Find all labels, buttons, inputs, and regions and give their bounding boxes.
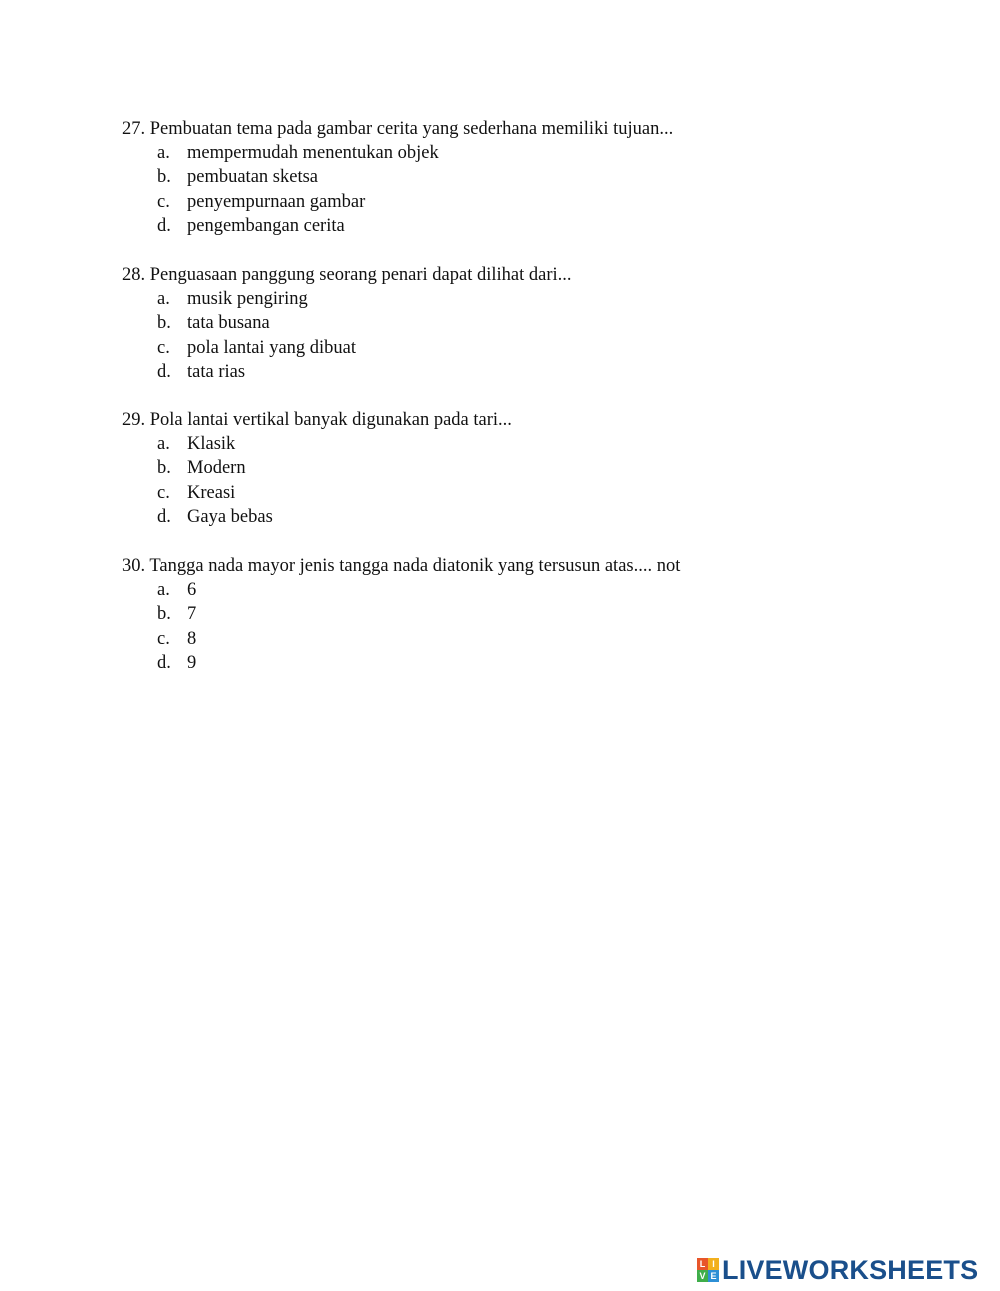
question-text	[122, 263, 982, 287]
option-letter: c.	[157, 191, 170, 212]
option-letter: d.	[157, 216, 171, 237]
option-text: 6	[187, 580, 197, 600]
answer-option-d[interactable]	[122, 651, 982, 675]
option-text: Modern	[187, 458, 246, 479]
option-letter: b.	[157, 313, 171, 334]
question-number: 28.	[122, 265, 146, 285]
liveworksheets-logo[interactable]	[697, 1256, 978, 1284]
option-letter: d.	[157, 653, 171, 674]
option-text: pembuatan sketsa	[187, 167, 318, 188]
question-text	[122, 408, 982, 432]
logo-text: LIVEWORKSHEETS	[722, 1255, 979, 1285]
question-text	[122, 117, 982, 141]
logo-mark-v: V	[697, 1270, 708, 1282]
option-letter: d.	[157, 362, 171, 383]
answer-option-a[interactable]	[122, 432, 982, 456]
option-text: Gaya bebas	[187, 507, 273, 528]
option-text: 8	[187, 628, 197, 649]
answer-option-c[interactable]	[122, 336, 982, 360]
answer-option-c[interactable]	[122, 190, 982, 214]
option-letter: a.	[157, 143, 170, 163]
answer-option-c[interactable]	[122, 481, 982, 505]
option-letter: b.	[157, 604, 171, 625]
answer-option-a[interactable]	[122, 287, 982, 311]
option-text: mempermudah menentukan objek	[187, 143, 439, 163]
answer-option-d[interactable]	[122, 360, 982, 384]
logo-mark-e: E	[708, 1270, 719, 1282]
answer-option-a[interactable]	[122, 141, 982, 165]
logo-mark-i: I	[708, 1258, 719, 1270]
question-stem: Pembuatan tema pada gambar cerita yang sederhana memiliki tujuan...	[149, 119, 674, 139]
answer-option-d[interactable]	[122, 505, 982, 529]
question-27	[122, 117, 982, 239]
question-29	[122, 408, 982, 530]
liveworksheets-logo-icon	[697, 1258, 719, 1282]
option-text: Klasik	[187, 434, 236, 454]
option-text: Kreasi	[187, 482, 236, 503]
answer-option-b[interactable]	[122, 311, 982, 335]
option-text: 9	[187, 653, 197, 674]
option-letter: b.	[157, 458, 171, 479]
option-text: penyempurnaan gambar	[187, 191, 366, 212]
option-letter: b.	[157, 167, 171, 188]
option-letter: c.	[157, 482, 170, 503]
option-text: 7	[187, 604, 197, 625]
option-text: pengembangan cerita	[187, 216, 345, 237]
logo-mark-l: L	[697, 1258, 708, 1270]
option-letter: c.	[157, 337, 170, 358]
option-letter: d.	[157, 507, 171, 528]
option-letter: a.	[157, 580, 170, 600]
question-stem: Pola lantai vertikal banyak digunakan pada tari...	[149, 410, 512, 430]
question-number: 27.	[122, 119, 146, 139]
question-30	[122, 554, 982, 676]
question-text	[122, 554, 982, 578]
question-stem: Penguasaan panggung seorang penari dapat dilihat dari...	[149, 265, 572, 285]
answer-option-c[interactable]	[122, 627, 982, 651]
question-stem: Tangga nada mayor jenis tangga nada diatonik yang tersusun atas.... not	[149, 556, 681, 576]
answer-option-b[interactable]	[122, 456, 982, 480]
answer-option-d[interactable]	[122, 214, 982, 238]
option-text: pola lantai yang dibuat	[187, 337, 357, 358]
option-text: musik pengiring	[187, 289, 308, 309]
question-number: 29.	[122, 410, 146, 430]
option-letter: c.	[157, 628, 170, 649]
answer-option-b[interactable]	[122, 165, 982, 189]
option-letter: a.	[157, 289, 170, 309]
option-text: tata busana	[187, 313, 270, 334]
answer-option-b[interactable]	[122, 602, 982, 626]
question-28	[122, 263, 982, 385]
answer-option-a[interactable]	[122, 578, 982, 602]
option-letter: a.	[157, 434, 170, 454]
question-number: 30.	[122, 556, 146, 576]
option-text: tata rias	[187, 362, 246, 383]
